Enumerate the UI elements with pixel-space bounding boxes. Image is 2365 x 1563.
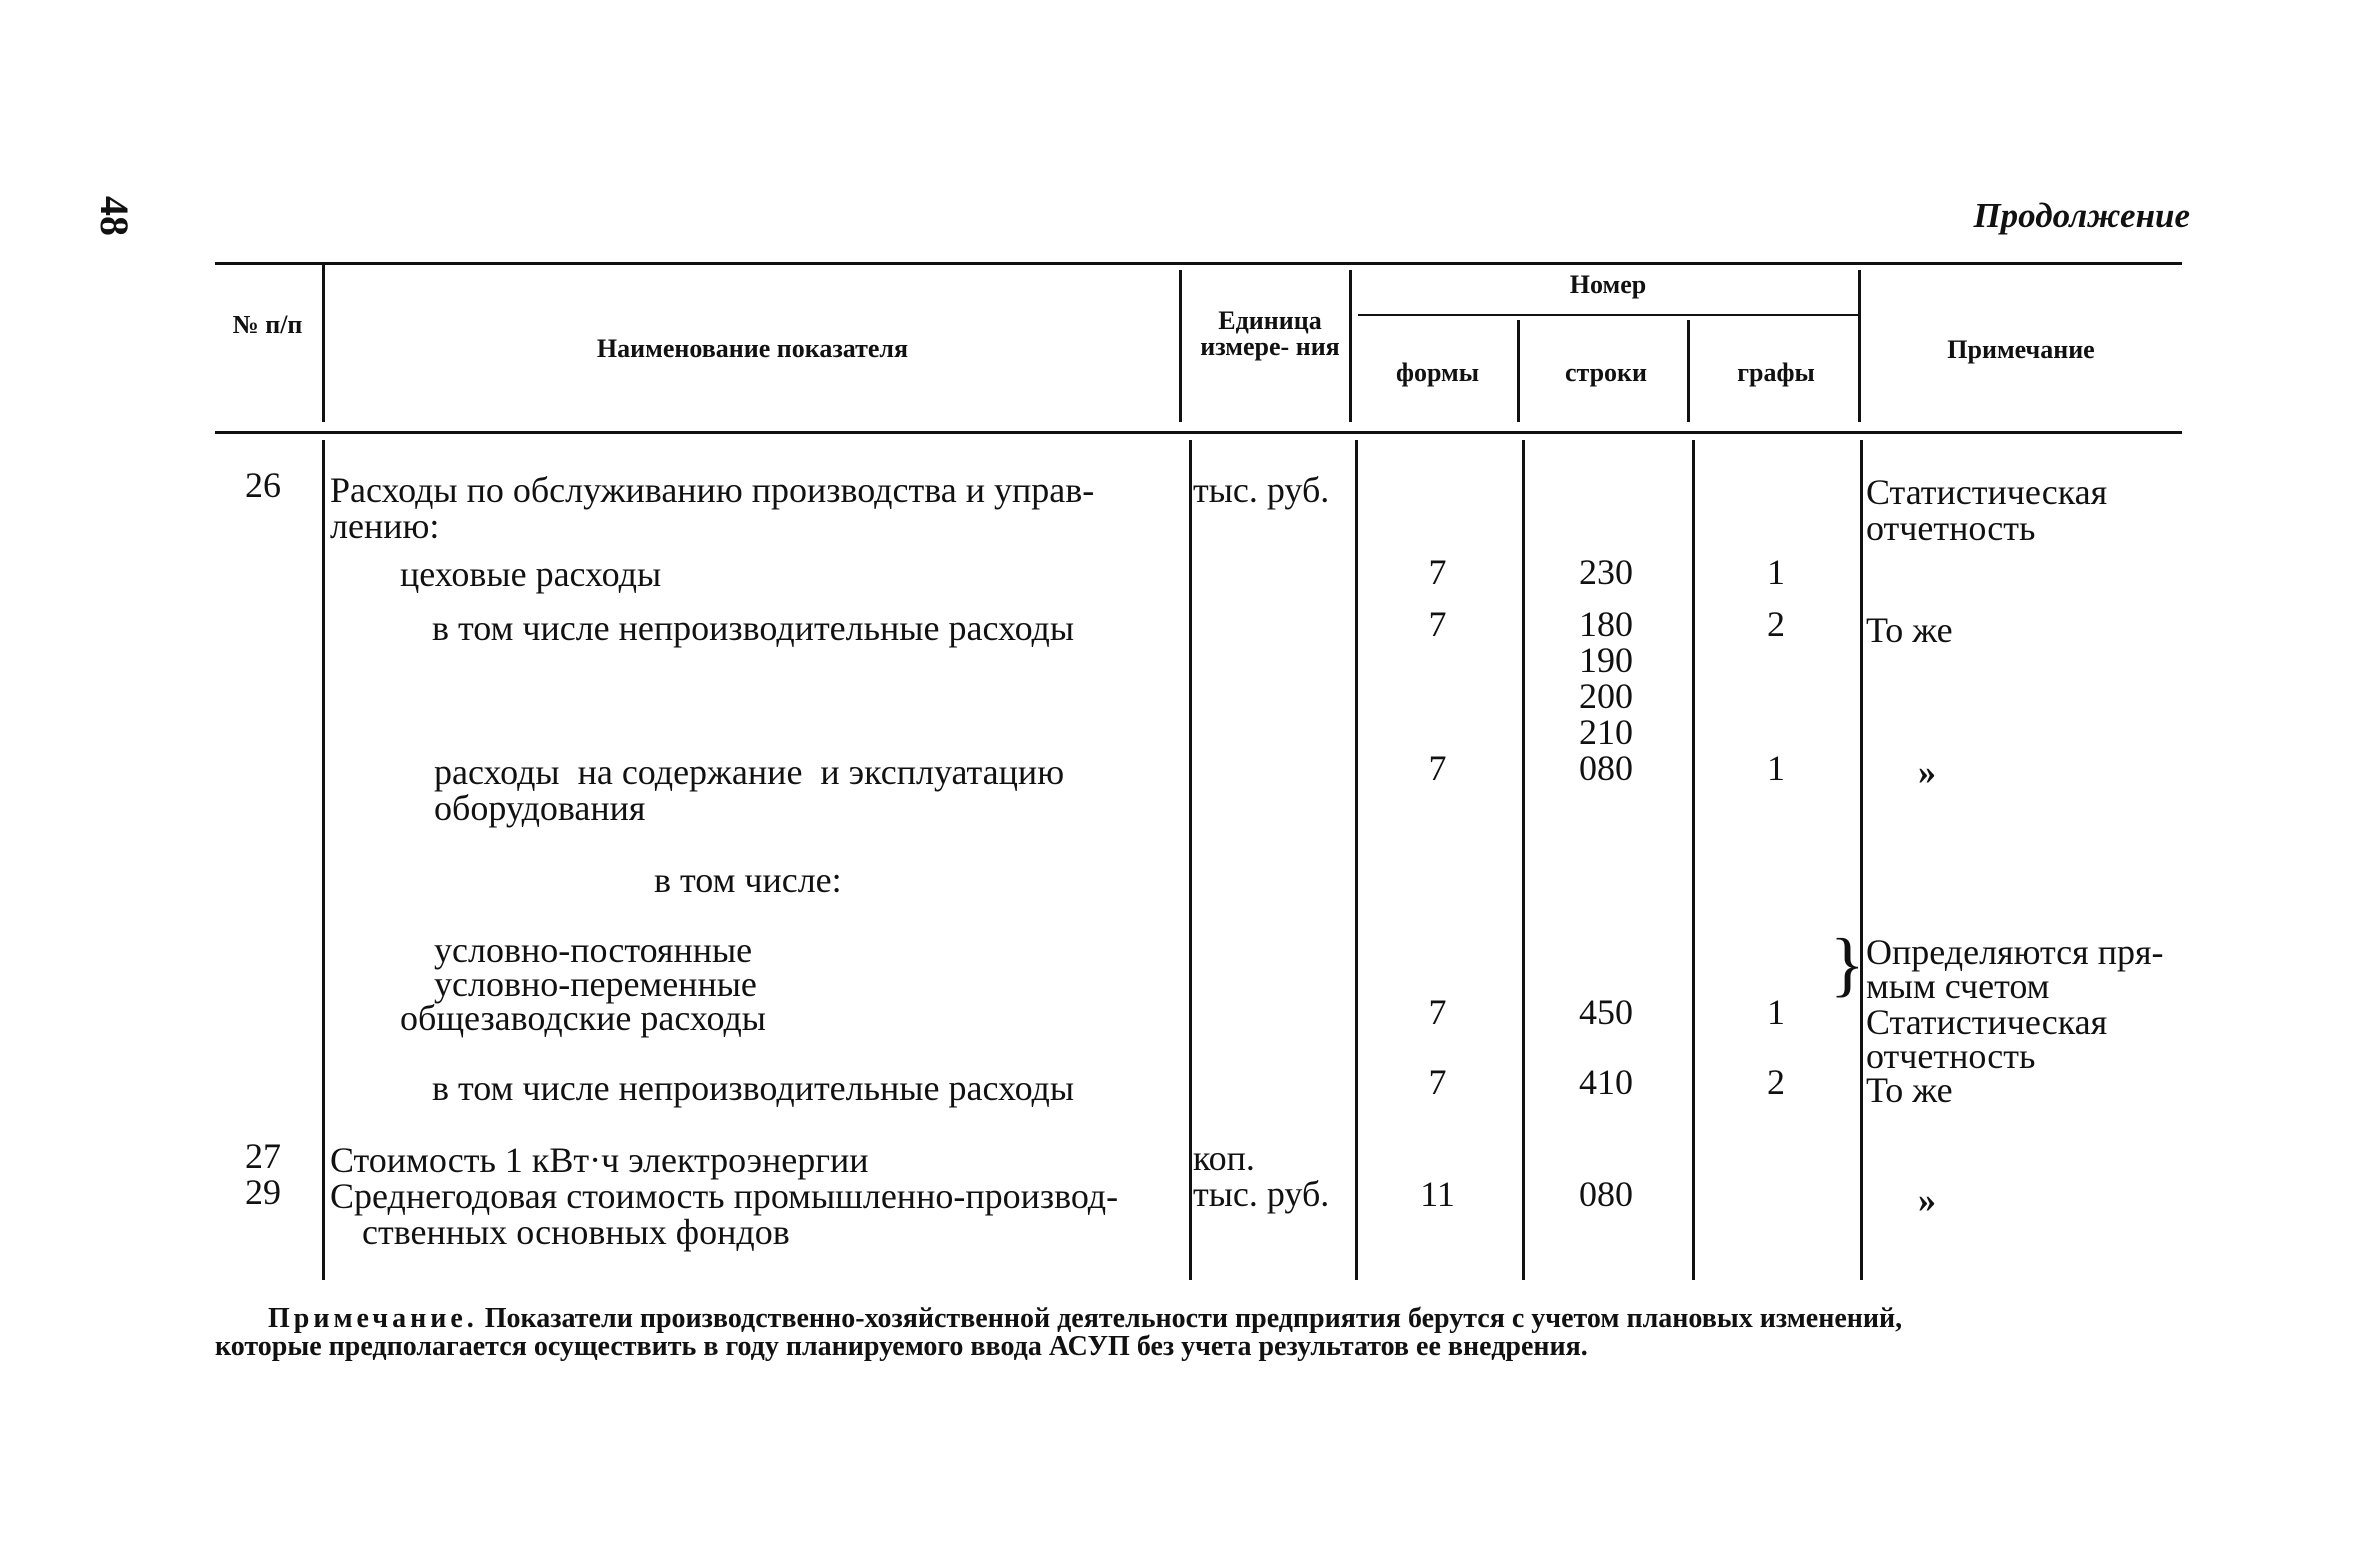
footnote-label: Примечание. bbox=[268, 1303, 478, 1334]
indicator-name: общезаводские расходы bbox=[400, 998, 766, 1038]
indicator-name: лению: bbox=[330, 506, 440, 546]
row-number: 27 bbox=[245, 1136, 281, 1176]
row-cell: 450 bbox=[1579, 992, 1633, 1032]
note-cell: отчетность bbox=[1866, 508, 2036, 548]
header-number-group: Номер bbox=[1569, 270, 1647, 299]
footnote-line-2: которые предполагается осуществить в году планируемого ввода АСУП без учета результатов ее внедрения. bbox=[215, 1331, 1588, 1362]
number-group-rule bbox=[1358, 314, 1858, 316]
header-row: строки bbox=[1564, 358, 1648, 387]
row-cell: 190 bbox=[1579, 640, 1633, 680]
note-cell: » bbox=[1918, 1180, 1936, 1220]
unit-cell: тыс. руб. bbox=[1193, 470, 1330, 510]
column-cell: 2 bbox=[1767, 604, 1785, 644]
note-cell: Определяются пря- bbox=[1866, 932, 2164, 972]
curly-brace-icon: } bbox=[1830, 924, 1865, 1004]
form-cell: 7 bbox=[1428, 604, 1447, 644]
note-cell: отчетность bbox=[1866, 1036, 2036, 1076]
row-cell: 200 bbox=[1579, 676, 1633, 716]
body-divider bbox=[322, 440, 325, 1280]
header-unit: Единица измере- ния bbox=[1200, 306, 1340, 361]
indicator-name: Стоимость 1 кВт·ч электроэнергии bbox=[330, 1140, 869, 1180]
row-cell: 410 bbox=[1579, 1062, 1633, 1102]
row-number: 26 bbox=[245, 465, 281, 505]
column-cell: 1 bbox=[1767, 552, 1785, 592]
header-name: Наименование показателя bbox=[596, 334, 909, 363]
indicator-name: условно-постоянные bbox=[434, 930, 753, 970]
column-cell: 2 bbox=[1767, 1062, 1785, 1102]
header-note: Примечание bbox=[1947, 335, 2095, 364]
indicator-name: в том числе: bbox=[654, 860, 842, 900]
header-divider bbox=[1349, 270, 1352, 422]
note-cell: » bbox=[1918, 752, 1936, 792]
footnote-line-1 bbox=[268, 1303, 1903, 1334]
form-cell: 7 bbox=[1428, 748, 1447, 788]
row-cell: 080 bbox=[1579, 748, 1633, 788]
column-cell: 1 bbox=[1767, 748, 1785, 788]
body-divider bbox=[1189, 440, 1192, 1280]
row-number: 29 bbox=[245, 1172, 281, 1212]
table-header-rule bbox=[215, 431, 2182, 434]
note-cell: мым счетом bbox=[1866, 966, 2050, 1006]
unit-cell: тыс. руб. bbox=[1193, 1174, 1330, 1214]
form-cell: 7 bbox=[1428, 552, 1447, 592]
note-cell: То же bbox=[1866, 610, 1953, 650]
indicator-name: Расходы по обслуживанию производства и управ- bbox=[330, 470, 1095, 510]
header-divider bbox=[1858, 270, 1861, 422]
header-form: формы bbox=[1395, 358, 1480, 387]
page-number: 48 bbox=[92, 196, 137, 236]
note-cell: Статистическая bbox=[1866, 1002, 2108, 1042]
indicator-name: ственных основных фондов bbox=[362, 1212, 790, 1252]
note-cell: То же bbox=[1866, 1070, 1953, 1110]
row-cell: 180 bbox=[1579, 604, 1633, 644]
form-cell: 7 bbox=[1428, 1062, 1447, 1102]
continuation-label: Продолжение bbox=[1973, 196, 2190, 235]
indicator-name: расходы на содержание и эксплуатацию bbox=[434, 752, 1065, 792]
indicator-name: оборудования bbox=[434, 788, 646, 828]
form-cell: 11 bbox=[1420, 1174, 1455, 1214]
row-cell: 080 bbox=[1579, 1174, 1633, 1214]
row-cell: 210 bbox=[1579, 712, 1633, 752]
header-divider bbox=[322, 262, 325, 422]
indicator-name: в том числе непроизводительные расходы bbox=[432, 1068, 1075, 1108]
body-divider bbox=[1860, 440, 1863, 1280]
indicator-name: условно-переменные bbox=[434, 964, 757, 1004]
header-column: графы bbox=[1737, 358, 1815, 387]
indicator-name: в том числе непроизводительные расходы bbox=[432, 608, 1075, 648]
note-cell: Статистическая bbox=[1866, 472, 2108, 512]
table-top-rule bbox=[215, 262, 2182, 265]
form-cell: 7 bbox=[1428, 992, 1447, 1032]
column-cell: 1 bbox=[1767, 992, 1785, 1032]
row-cell: 230 bbox=[1579, 552, 1633, 592]
footnote-text: Показатели производственно-хозяйственной деятельности предприятия берутся с учетом плановых изменений, bbox=[484, 1303, 1903, 1334]
indicator-name: цеховые расходы bbox=[400, 554, 662, 594]
header-divider bbox=[1179, 270, 1182, 422]
unit-cell: коп. bbox=[1193, 1138, 1255, 1178]
header-num: № п/п bbox=[232, 310, 303, 339]
indicator-name: Среднегодовая стоимость промышленно-производ- bbox=[330, 1176, 1119, 1216]
